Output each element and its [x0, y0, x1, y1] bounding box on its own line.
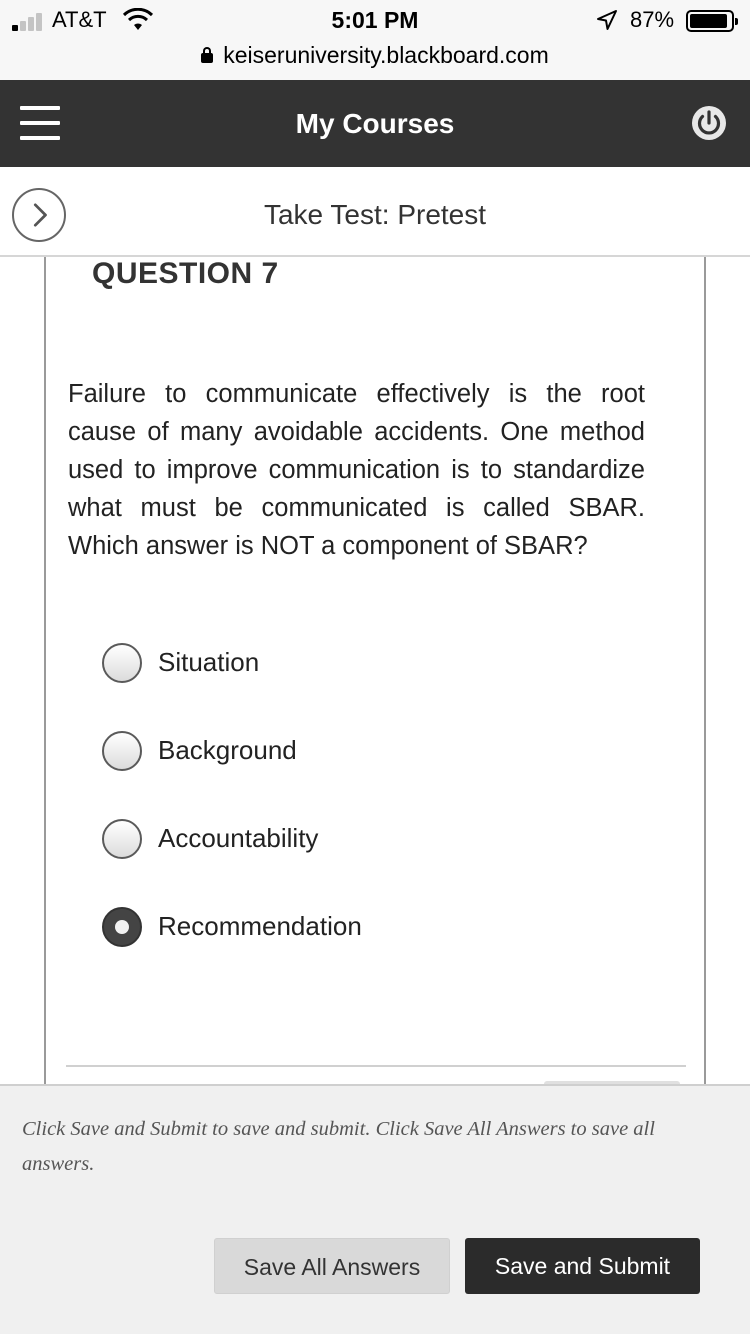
page-title: Take Test: Pretest [263, 199, 487, 230]
clock: 5:01 PM [331, 7, 419, 33]
lock-icon [201, 47, 213, 63]
save-all-answers-button[interactable]: Save All Answers [214, 1238, 450, 1294]
question-heading: QUESTION 7 [92, 257, 279, 290]
answer-option[interactable] [102, 907, 642, 951]
status-bar [0, 0, 750, 40]
submit-instructions: Click Save and Submit to save and submit. Click Save All Answers to save all answers. [22, 1118, 655, 1175]
save-and-submit-button[interactable]: Save and Submit [465, 1238, 700, 1294]
power-icon[interactable] [690, 104, 728, 142]
battery-percent: 87% [630, 7, 675, 32]
app-header [0, 80, 750, 167]
answer-option-label: Situation [158, 647, 260, 677]
question-panel [44, 257, 706, 1097]
answer-option[interactable] [102, 819, 642, 863]
browser-url-bar[interactable] [0, 40, 750, 80]
divider [66, 1065, 686, 1067]
answer-option-label: Accountability [158, 823, 319, 853]
question-text: Failure to communicate effectively is the root cause of many avoidable accidents. One method used to improve communication is to standardize what must be communicated is called SBAR. Which answer is NOT a component of SBAR? [68, 380, 645, 560]
radio-button[interactable] [102, 819, 142, 859]
radio-button[interactable] [102, 643, 142, 683]
carrier-name: AT&T [52, 7, 107, 32]
answer-option-label: Background [158, 735, 297, 765]
url-text: keiseruniversity.blackboard.com [223, 41, 549, 68]
submit-bar [0, 1084, 750, 1334]
answer-option[interactable] [102, 731, 642, 775]
page-subheader [0, 167, 750, 257]
header-title: My Courses [295, 108, 455, 139]
radio-button[interactable] [102, 731, 142, 771]
location-icon [596, 9, 618, 31]
radio-button-selected[interactable] [102, 907, 142, 947]
answer-option-label: Recommendation [158, 911, 362, 941]
answer-option[interactable] [102, 643, 642, 687]
battery-icon [686, 10, 734, 32]
